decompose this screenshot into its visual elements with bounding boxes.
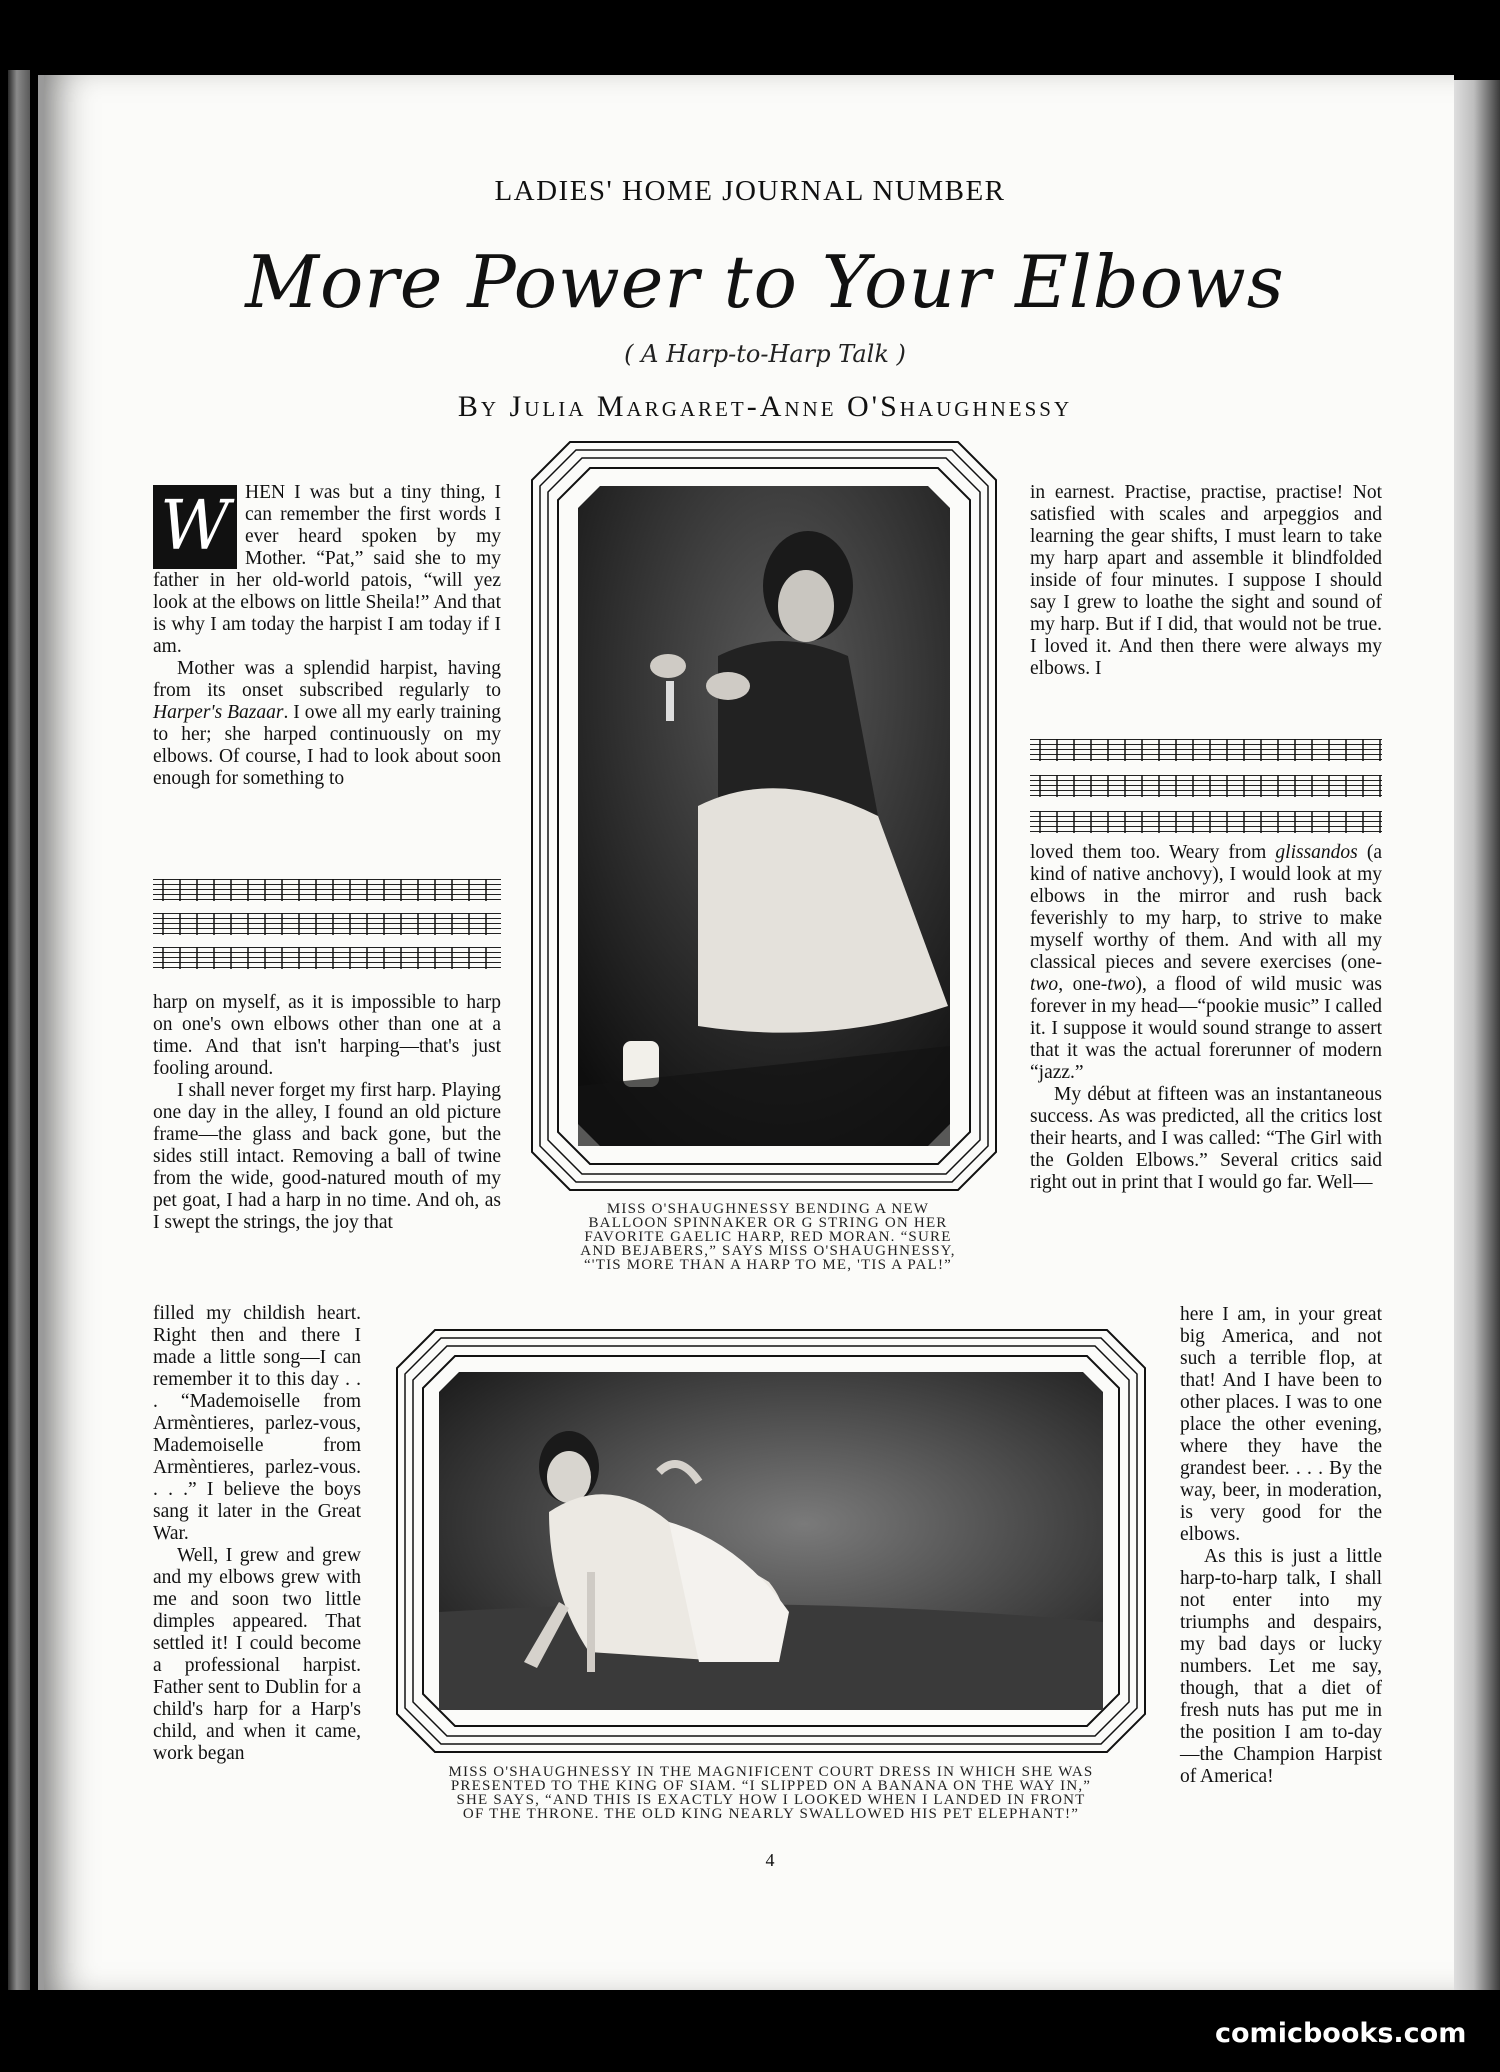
column-1-top (153, 482, 501, 790)
photo-1-frame (530, 440, 998, 1192)
watermark: comicbooks.com (1215, 2018, 1467, 2049)
sheet-music-2 (1030, 735, 1382, 835)
paragraph: here I am, in your great big America, and not such a terrible flop, at that! And I have been to other places. I was to one place the other evening, where they have the grandest beer. . . . By the way, beer, in moderation, is very good for the elbows. (1180, 1304, 1382, 1545)
paragraph: Well, I grew and grew and my elbows grew with me and soon two little dimples appeared. That settled it! I could become a professional harpist. Father sent to Dublin for a child's harp for a Harp's child, and when it came, work began (153, 1545, 361, 1764)
paragraph: filled my childish heart. Right then and there I made a little song—I can remember it to this day . . . “Mademoiselle from Armèntieres, parlez-vous, Mademoiselle from Armèntieres, parlez-vous. . . .” I believe the boys sang it later in the Great War. (153, 1303, 361, 1544)
paragraph: harp on myself, as it is impossible to harp on one's own elbows other than one at a time. And that isn't harping—that's just fooling around. (153, 992, 501, 1079)
running-header: LADIES' HOME JOURNAL NUMBER (494, 175, 1006, 207)
paragraph: in earnest. Practise, practise, practise! Not satisfied with scales and arpeggios and learning the gear shifts, I must learn to take my harp apart and assemble it blindfolded inside of four minutes. I suppose I should say I grew to loathe the sight and sound of my harp. But if I did, that would not be true. I loved it. And then there were always my elbows. I (1030, 482, 1382, 679)
paragraph: HEN I was but a tiny thing, I can remember the first words I ever heard spoken by my Mother. “Pat,” said she to my father in her old-world patois, “will yez look at the elbows on little Sheila!” And that is why I am today the harpist I am today if I am. (153, 482, 501, 657)
paragraph: As this is just a little harp-to-harp talk, I shall not enter into my triumphs and despairs, my bad days or lucky numbers. Let me say, though, that a diet of fresh nuts has put me in the position I am to-day—the Champion Harpist of America! (1180, 1546, 1382, 1787)
article-byline: By Julia Margaret-Anne O'Shaughnessy (457, 390, 1073, 423)
paragraph: I shall never forget my first harp. Playing one day in the alley, I found an old picture frame—the glass and back gone, but the sides still intact. Removing a ball of twine from the wide, good-natured mouth of my pet goat, I had a harp in no time. And oh, as I swept the strings, the joy that (153, 1080, 501, 1233)
column-3-top (1030, 482, 1382, 680)
paragraph: Mother was a splendid harpist, having from its onset subscribed regularly to Harper's Bazaar. I owe all my early training to her; she harped continuously on my elbows. Of course, I had to look about soon enough for something to (153, 658, 502, 789)
photo-2-caption: MISS O'SHAUGHNESSY IN THE MAGNIFICENT COURT DRESS IN WHICH SHE WAS PRESENTED TO THE KING OF SIAM. “I SLIPPED ON A BANANA ON THE WAY IN,” SHE SAYS, “AND THIS IS EXACTLY HOW I LOOKED WHEN I LANDED IN FRONT OF THE THRONE. THE OLD KING NEARLY SWALLOWED HIS PET ELEPHANT!” (448, 1764, 1094, 1822)
sheet-music-1 (153, 875, 501, 975)
photo-2-frame (395, 1328, 1147, 1754)
column-1-narrow (153, 1303, 361, 1765)
drop-cap: W (153, 485, 237, 569)
court-dress-photo (439, 1372, 1103, 1710)
column-3-narrow (1180, 1304, 1382, 1788)
paragraph: My début at fifteen was an instantaneous success. As was predicted, all the critics lost their hearts, and I was called: “The Girl with the Golden Elbows.” Several critics said right out in print that I would go far. Well— (1030, 1084, 1382, 1193)
article-subtitle: ( A Harp-to-Harp Talk ) (624, 340, 906, 368)
column-3-middle (1030, 842, 1382, 1194)
harpist-photo (578, 486, 950, 1146)
article-title: More Power to Your Elbows (245, 240, 1285, 324)
paragraph: loved them too. Weary from glissandos (a kind of native anchovy), I would look at my elbows in the mirror and rush back feverishly to my harp, to strive to make myself worthy of them. And with all my classical pieces and severe exercises (one-two, one-two), a flood of wild music was forever in my head—“pookie music” I called it. I suppose it would sound strange to assert that it was the actual forerunner of modern “jazz.” (1030, 842, 1383, 1083)
page-number: 4 (765, 1850, 775, 1870)
column-1-middle (153, 992, 501, 1234)
photo-1-caption: MISS O'SHAUGHNESSY BENDING A NEW BALLOON SPINNAKER OR G STRING ON HER FAVORITE GAELIC HARP, RED MORAN. “SURE AND BEJABERS,” SAYS MISS O'SHAUGHNESSY, “'TIS MORE THAN A HARP TO ME, 'TIS A PAL!” (580, 1201, 956, 1273)
